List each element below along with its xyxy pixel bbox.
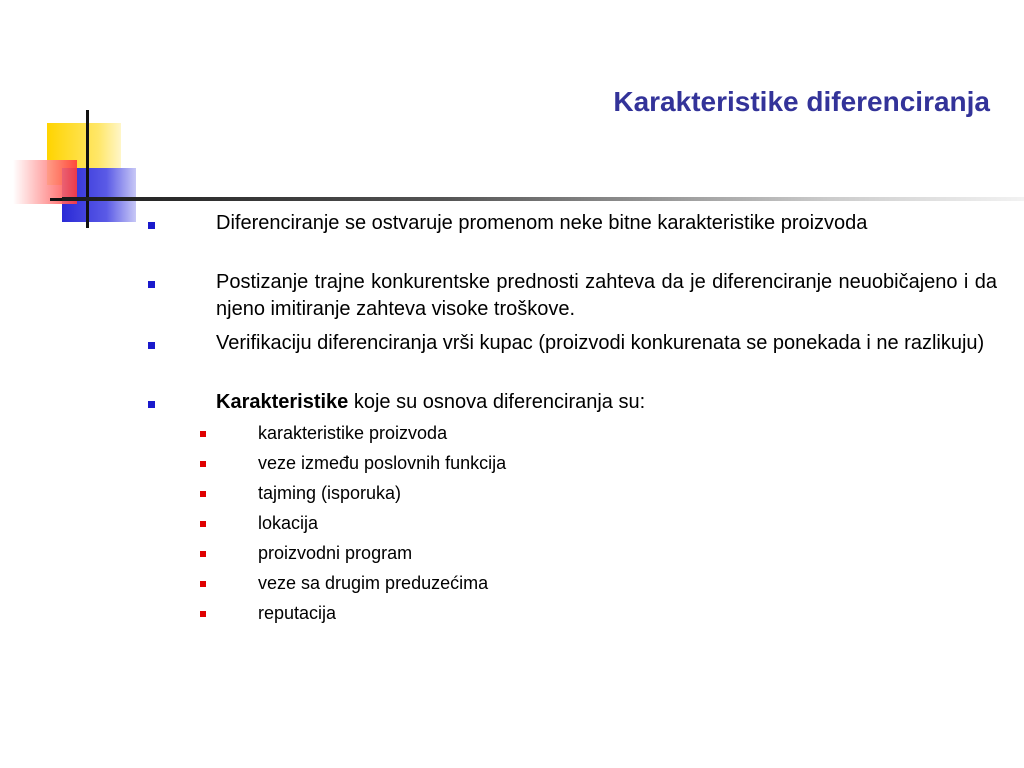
sub-bullet-text: veze između poslovnih funkcija (258, 453, 507, 473)
bullet-square-icon (148, 222, 155, 229)
sub-bullet-item (147, 508, 997, 538)
bullet-item (147, 330, 997, 357)
sub-bullet-text: reputacija (258, 603, 337, 623)
sub-bullet-item (147, 448, 997, 478)
sub-bullet-square-icon (200, 431, 206, 437)
bullet-item (147, 269, 997, 323)
slide-content (147, 210, 997, 628)
bullet-text: Diferenciranje se ostvaruje promenom neke bitne karakteristike proizvoda (216, 212, 868, 234)
bullet-bold-text: Karakteristike (216, 391, 349, 413)
vertical-line (86, 110, 89, 228)
title-divider (62, 197, 1024, 201)
sub-bullet-text: karakteristike proizvoda (258, 423, 448, 443)
sub-bullet-square-icon (200, 581, 206, 587)
sub-bullet-text: tajming (isporuka) (258, 483, 402, 503)
slide-title: Karakteristike diferenciranja (613, 86, 990, 117)
sub-bullet-list (147, 418, 997, 628)
bullet-square-icon (148, 401, 155, 408)
sub-bullet-text: proizvodni program (258, 543, 413, 563)
sub-bullet-text: lokacija (258, 513, 319, 533)
bullet-text (216, 389, 997, 416)
bullet-item (147, 389, 997, 416)
sub-bullet-square-icon (200, 611, 206, 617)
sub-bullet-square-icon (200, 521, 206, 527)
sub-bullet-item (147, 478, 997, 508)
sub-bullet-square-icon (200, 491, 206, 497)
bullet-square-icon (148, 342, 155, 349)
sub-bullet-square-icon (200, 551, 206, 557)
sub-bullet-item (147, 598, 997, 628)
bullet-square-icon (148, 281, 155, 288)
bullet-text: Verifikaciju diferenciranja vrši kupac (proizvodi konkurenata se ponekada i ne razlikuju) (216, 332, 985, 354)
sub-bullet-item (147, 538, 997, 568)
sub-bullet-item (147, 418, 997, 448)
sub-bullet-item (147, 568, 997, 598)
bullet-item (147, 210, 997, 237)
bullet-text: Postizanje trajne konkurentske prednosti zahteva da je diferenciranje neuobičajeno i da njeno imitiranje zahteva visoke troškove. (216, 271, 997, 320)
sub-bullet-text: veze sa drugim preduzećima (258, 573, 489, 593)
sub-bullet-square-icon (200, 461, 206, 467)
bullet-rest-text: koje su osnova diferenciranja su: (348, 391, 646, 413)
